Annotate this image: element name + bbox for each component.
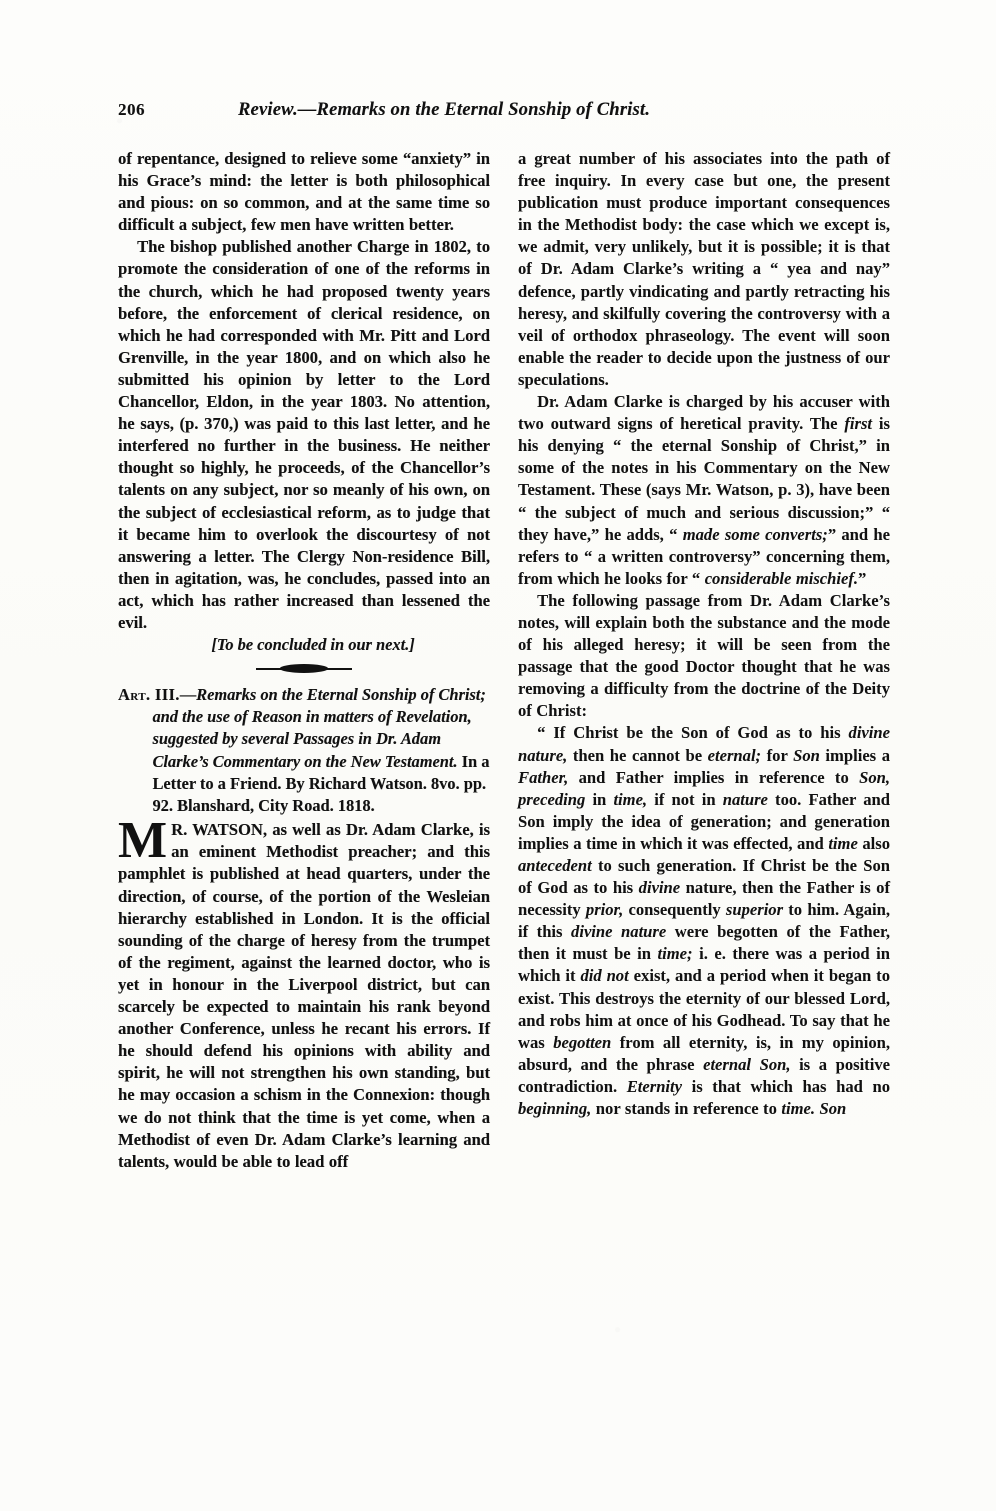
to-be-concluded-note: [To be concluded in our next.] [211, 635, 415, 655]
article-heading-dash: — [179, 685, 197, 705]
paragraph-mr-watson: R. WATSON, as well as Dr. Adam Clarke, is an eminent Methodist preacher; and this pamphlet is published at head quarters, under the direction, of course, of the portion of the Wesleian hierarchy established in London. It is the official sounding of the charge of heresy from the trumpet of the regiment, against the learned doctor, who is yet in honour in the Liverpool district, but can scarcely be expected to maintain his rank beyond another Conference, unless he recant his errors. If he should defend his opinions with ability and spirit, he will not strengthen his own standing, but he may occasion a schism in the Connexion: though we do not think that the time is yet come, when a Methodist of even Dr. Adam Clarke’s learning and talents, would be able to lead off [118, 820, 490, 1171]
article-heading [118, 684, 490, 817]
article-number-label: Art. III. [118, 685, 180, 705]
right-column [518, 148, 890, 1448]
left-column [118, 148, 490, 1448]
paragraph-repentance: of repentance, designed to relieve some “anxiety” in his Grace’s mind: the letter is both philosophical and pious: on so common, and at the same time so difficult a subject, few men have written better. [118, 149, 490, 235]
paragraph-clarke-quotation: “ If Christ be the Son of God as to his divine nature, then he cannot be eternal; for Son implies a Father, and Father implies in reference to Son, preceding in time, if not in nature too. Father and Son imply the idea of generation; and generation implies a time in which it was effected, and time also antecedent to such generation. If Christ be the Son of God as to his divine nature, then the Father is of necessity prior, consequently superior to him. Again, if this divine nature were begotten of the Father, then it must be in time; i. e. there was a period in which it did not exist, and a period when it began to exist. This destroys the eternity of our blessed Lord, and robs him at once of his Godhead. To say that he was begotten from all eternity, is, in my opinion, absurd, and the phrase eternal Son, is a positive contradiction. Eternity is that which has had no beginning, nor stands in reference to time. Son [518, 723, 891, 1119]
two-column-text-body [118, 148, 890, 1448]
page-folio-number: 206 [118, 100, 145, 119]
running-title: Review.—Remarks on the Eternal Sonship of Christ. [238, 100, 651, 120]
running-header [118, 100, 878, 126]
paragraph-bishop-charge: The bishop published another Charge in 1802, to promote the consideration of one of the reforms in the church, which he had proposed twenty years before, the enforcement of clerical residence, on which he had corresponded with Mr. Pitt and Lord Grenville, in the year 1800, and on which also he submitted his opinion by letter to the Lord Chancellor, Eldon, in the year 1803. No attention, he says, (p. 370,) was paid to this last letter, and he interfered no further in the business. He neither thought so highly, he proceeds, of the Chancellor’s talents on any subject, nor so meanly of his own, on the subject of ecclesiastical reform, as to judge that it became him to overlook the discourtesy of not answering a letter. The Clergy Non-residence Bill, then in agitation, was, he concludes, passed into an act, which has rather increased than lessened the evil. [118, 237, 490, 632]
paragraph-following-passage: The following passage from Dr. Adam Clarke’s notes, will explain both the substance and the mode of his alleged heresy; it will be seen from the passage that the good Doctor thought that he was removing a difficulty from the doctrine of the Deity of Christ: [518, 590, 890, 721]
article-imprint: In a Letter to a Friend. By Richard Watson. 8vo. pp. 92. Blanshard, City Road. 1818. [152, 751, 490, 816]
article-title-italic: Remarks on the Eternal Sonship of Christ; and the use of Reason in matters of Revelation, suggested by several Passages in Dr. Adam Clarke’s Commentary on the New Testament. [152, 685, 486, 771]
drop-cap-paragraph-block [118, 812, 490, 1173]
type-ornament-rule [256, 663, 352, 675]
paragraph-associates-free-inquiry: a great number of his associates into the path of free inquiry. In every case but one, the present publication must produce important consequences in the Methodist body: the case which we except is, we admit, very unlikely, but it is possible; it is that of Dr. Adam Clarke’s writing a “ yea and nay” defence, partly vindicating and partly retracting his heresy, and skilfully covering the controversy with a veil of orthodox phraseology. The event will soon enable the reader to decide upon the justness of our speculations. [518, 149, 890, 389]
drop-cap-letter: M [118, 812, 168, 870]
paragraph-two-outward-signs: Dr. Adam Clarke is charged by his accuser with two outward signs of heretical pravity. The first is his denying “ the eternal Sonship of Christ,” in some of the notes in his Commentary on the New Testament. These (says Mr. Watson, p. 3), have been “ the subject of much and serious discussion;” “ they have,” he adds, “ made some converts;” and he refers to “ a written controversy” concerning them, from which he looks for “ considerable mischief.” [518, 392, 891, 588]
